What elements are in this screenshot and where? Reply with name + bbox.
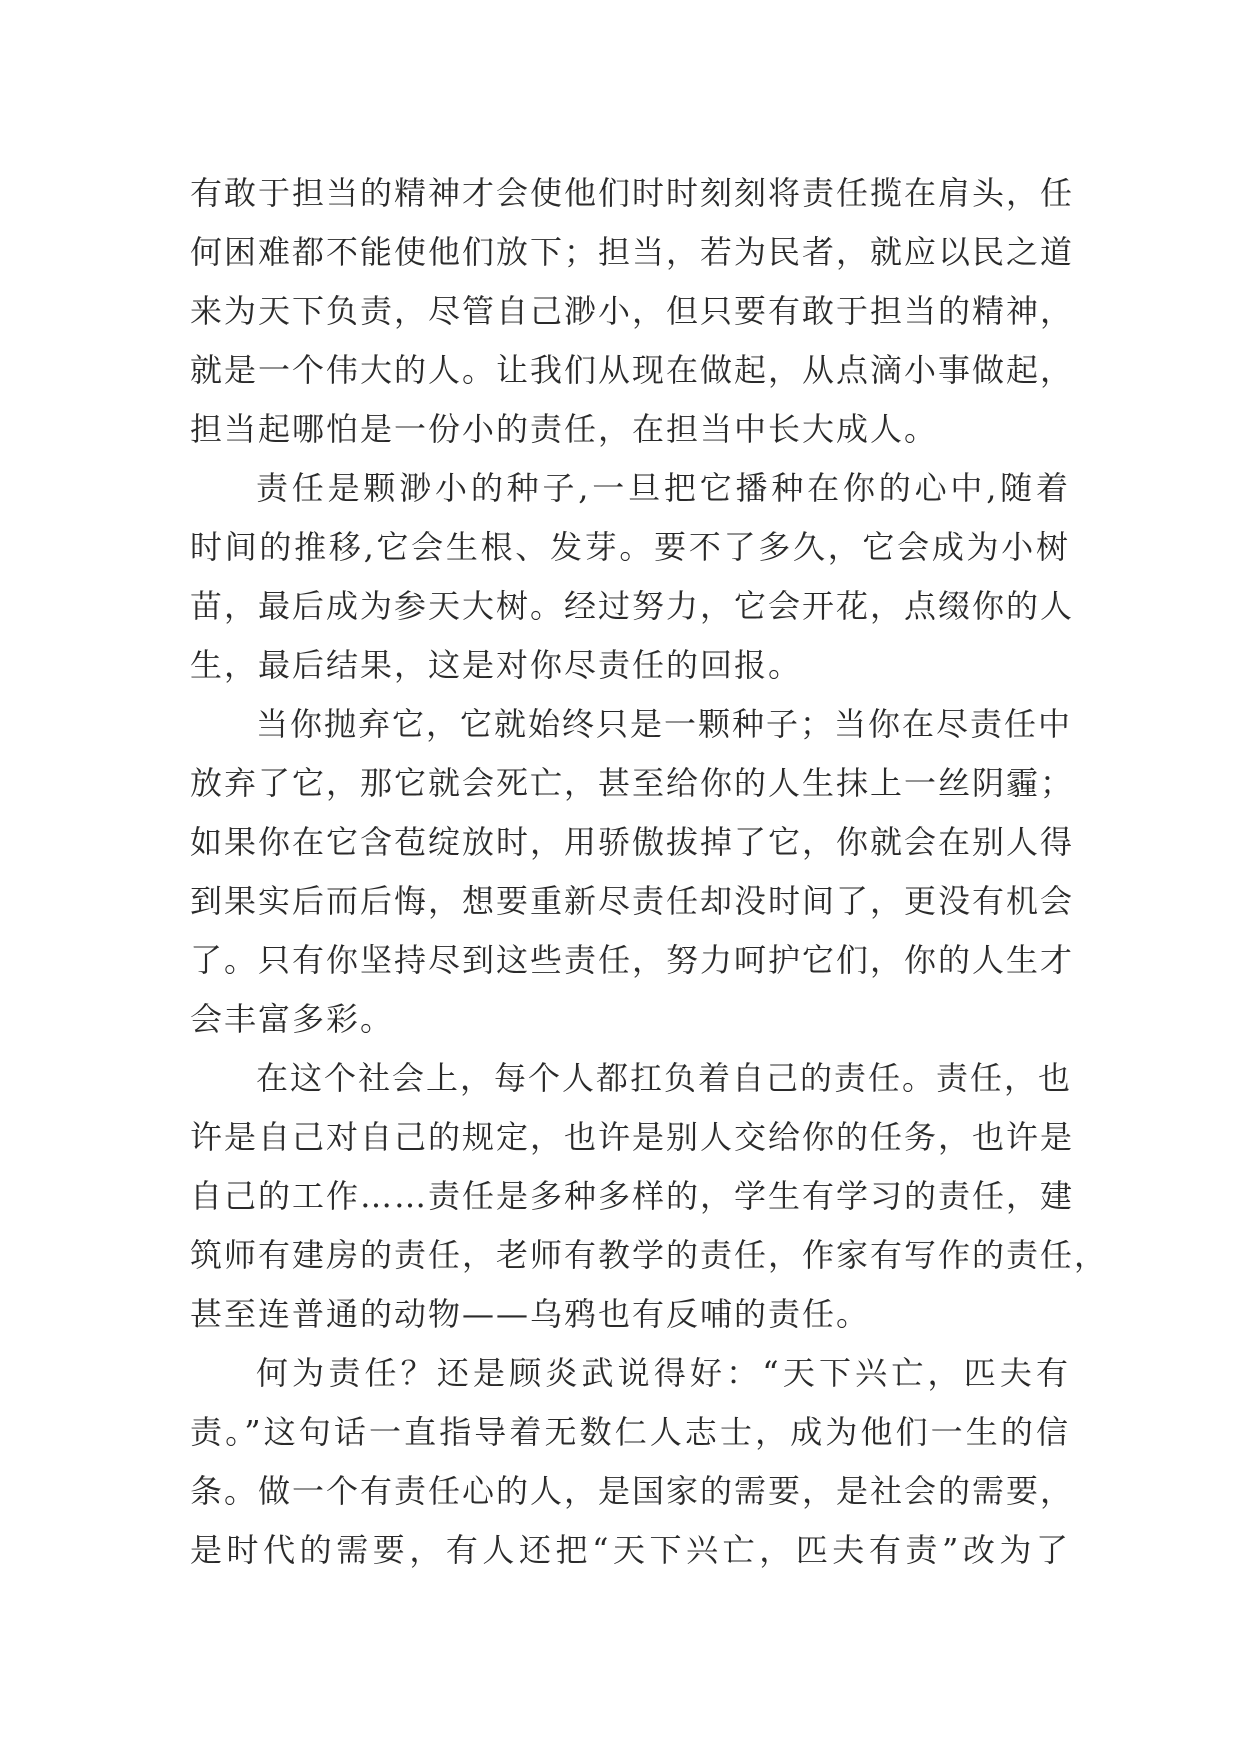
text-line: 许是自己对自己的规定，也许是别人交给你的任务，也许是	[190, 1118, 1075, 1156]
text-line: 来为天下负责，尽管自己渺小，但只要有敢于担当的精神，	[190, 292, 1075, 330]
text-line: 自己的工作……责任是多种多样的，学生有学习的责任，建	[190, 1177, 1075, 1215]
text-line: 在这个社会上，每个人都扛负着自己的责任。责任，也	[256, 1059, 1073, 1097]
text-line: 如果你在它含苞绽放时，用骄傲拔掉了它，你就会在别人得	[190, 823, 1075, 861]
text-line: 是时代的需要，有人还把“天下兴亡，匹夫有责”改为了	[190, 1531, 1070, 1569]
paragraph	[190, 459, 1075, 695]
text-line: 到果实后而后悔，想要重新尽责任却没时间了，更没有机会	[190, 882, 1075, 920]
paragraph	[190, 1049, 1109, 1344]
body-text	[190, 164, 1109, 1580]
text-line: 了。只有你坚持尽到这些责任，努力呵护它们，你的人生才	[190, 941, 1075, 979]
text-line: 甚至连普通的动物——乌鸦也有反哺的责任。	[190, 1295, 871, 1333]
text-line: 担当起哪怕是一份小的责任，在担当中长大成人。	[190, 410, 939, 448]
paragraph	[190, 695, 1075, 1049]
text-line: 生，最后结果，这是对你尽责任的回报。	[190, 646, 803, 684]
text-line: 条。做一个有责任心的人，是国家的需要，是社会的需要，	[190, 1472, 1075, 1510]
text-line: 筑师有建房的责任，老师有教学的责任，作家有写作的责任，	[190, 1236, 1109, 1274]
text-line: 责。”这句话一直指导着无数仁人志士，成为他们一生的信	[190, 1413, 1070, 1451]
text-line: 何为责任？还是顾炎武说得好：“天下兴亡，匹夫有	[256, 1354, 1070, 1392]
text-line: 当你抛弃它，它就始终只是一颗种子；当你在尽责任中	[256, 705, 1073, 743]
text-line: 放弃了它，那它就会死亡，甚至给你的人生抹上一丝阴霾；	[190, 764, 1075, 802]
paragraph	[190, 1344, 1075, 1580]
text-line: 就是一个伟大的人。让我们从现在做起，从点滴小事做起，	[190, 351, 1075, 389]
text-line: 责任是颗渺小的种子,一旦把它播种在你的心中,随着	[256, 469, 1070, 507]
text-line: 苗，最后成为参天大树。经过努力，它会开花，点缀你的人	[190, 587, 1075, 625]
paragraph	[190, 164, 1075, 459]
text-line: 会丰富多彩。	[190, 1000, 395, 1038]
text-line: 有敢于担当的精神才会使他们时时刻刻将责任揽在肩头，任	[190, 174, 1075, 212]
text-line: 何困难都不能使他们放下；担当，若为民者，就应以民之道	[190, 233, 1075, 271]
text-line: 时间的推移,它会生根、发芽。要不了多久，它会成为小树	[190, 528, 1070, 566]
